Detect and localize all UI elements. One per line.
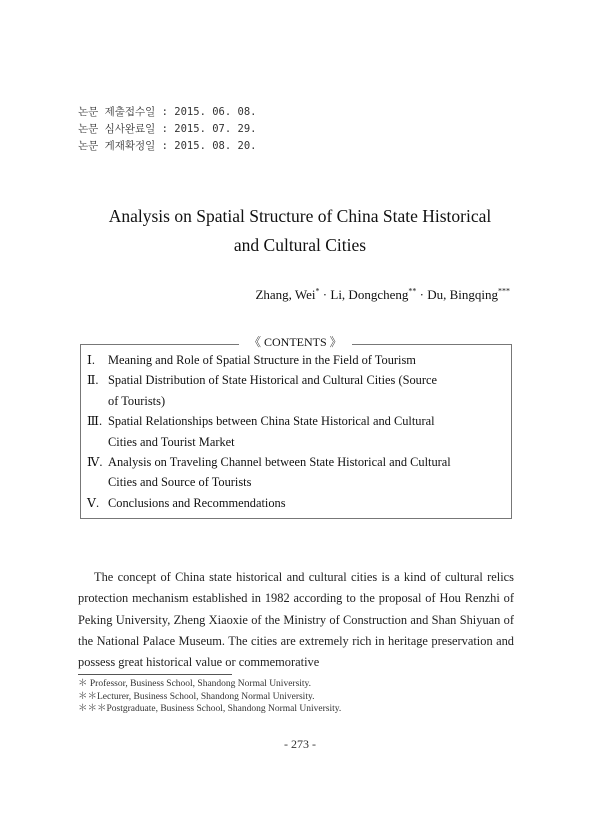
toc-text: of Tourists) xyxy=(108,393,166,408)
author-list xyxy=(255,287,510,303)
toc-number: Ⅰ. xyxy=(87,353,95,367)
toc-item-continued xyxy=(87,432,507,452)
toc-item xyxy=(87,493,507,513)
date-received: 논문 제출접수일 : 2015. 06. 08. xyxy=(78,106,257,118)
toc-item xyxy=(87,370,507,390)
table-of-contents xyxy=(87,350,507,513)
author-name: Zhang, Wei xyxy=(255,287,316,302)
footnote: ＊ Professor, Business School, Shandong Normal University. xyxy=(78,679,312,689)
toc-text: Cities and Source of Tourists xyxy=(108,475,252,490)
title-line-1: Analysis on Spatial Structure of China State Historical xyxy=(108,206,492,226)
contents-label: 《 CONTENTS 》 xyxy=(239,335,352,349)
author-mark: *** xyxy=(498,286,510,296)
page-number: - 273 - xyxy=(284,737,316,751)
toc-text: Spatial Distribution of State Historical and Cultural Cities (Source xyxy=(108,373,437,388)
author-separator: · xyxy=(416,287,428,302)
author-name: Li, Dongcheng xyxy=(330,287,409,302)
author-mark: * xyxy=(315,286,320,296)
toc-number: Ⅳ. xyxy=(87,455,103,470)
toc-item xyxy=(87,452,507,472)
toc-number: Ⅴ. xyxy=(87,495,100,510)
toc-number: Ⅲ. xyxy=(87,414,103,429)
toc-text: Conclusions and Recommendations xyxy=(108,495,286,510)
toc-text: Cities and Tourist Market xyxy=(108,434,235,449)
toc-text: Meaning and Role of Spatial Structure in the Field of Tourism xyxy=(108,353,416,367)
body-paragraph: The concept of China state historical and cultural cities is a kind of cultural relics protection mechanism established in 1982 according to the proposal of Hou Renzhi of Peking University, Zheng Xiaoxie of the Ministry of Construction and Shan Shiyuan of the National Palace Museum. The cities are extremely rich in heritage preservation and possess great historical value or commemorative xyxy=(78,570,514,670)
toc-text: Spatial Relationships between China State Historical and Cultural xyxy=(108,414,435,429)
author-name: Du, Bingqing xyxy=(427,287,498,302)
toc-number: Ⅱ. xyxy=(87,373,99,388)
toc-item xyxy=(87,350,507,370)
author-mark: ** xyxy=(408,286,417,296)
submission-dates xyxy=(78,104,256,155)
footnote: ＊＊Lecturer, Business School, Shandong Normal University. xyxy=(78,691,315,702)
title-line-2: and Cultural Cities xyxy=(233,235,367,255)
toc-text: Analysis on Traveling Channel between State Historical and Cultural xyxy=(108,455,451,470)
author-separator: · xyxy=(319,287,331,302)
toc-item xyxy=(87,411,507,431)
date-reviewed: 논문 심사완료일 : 2015. 07. 29. xyxy=(78,123,257,135)
footnote-divider xyxy=(78,674,232,675)
footnote: ＊＊＊Postgraduate, Business School, Shandong Normal University. xyxy=(78,704,342,715)
footnotes xyxy=(78,678,341,716)
paper-title xyxy=(0,202,600,260)
date-accepted: 논문 게재확정일 : 2015. 08. 20. xyxy=(78,140,257,152)
toc-item-continued xyxy=(87,391,507,411)
toc-item-continued xyxy=(87,472,507,492)
